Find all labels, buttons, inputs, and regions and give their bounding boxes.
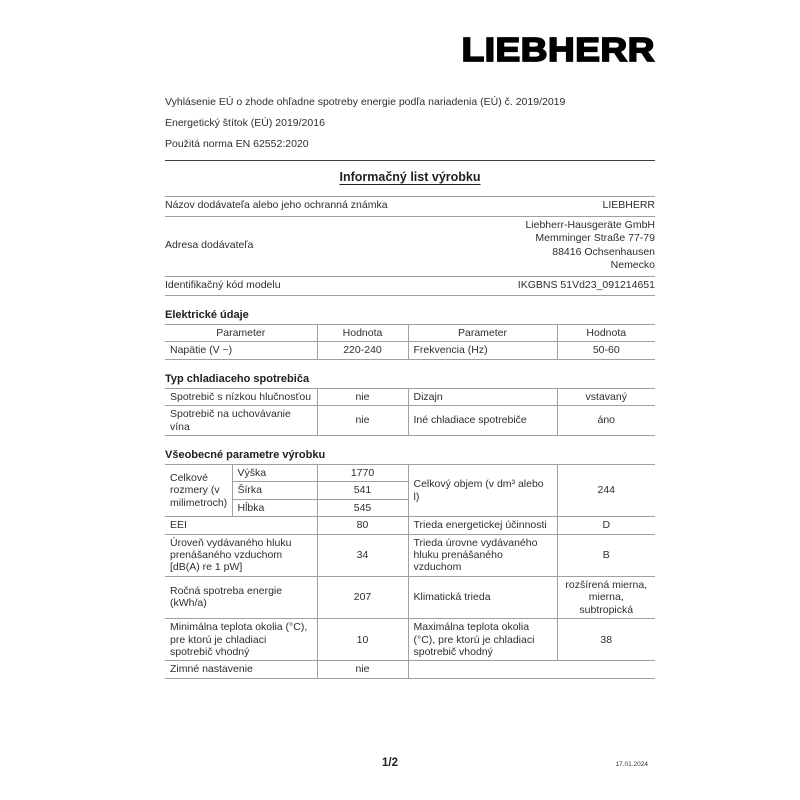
supplier-name-label: Názov dodávateľa alebo jeho ochranná známka [165,197,465,217]
param-label-cell: Frekvencia (Hz) [408,342,557,359]
table-row [165,534,655,576]
table-row [165,388,655,405]
param-value-cell: 207 [317,576,408,618]
intro-line-norm: Použitá norma EN 62552:2020 [165,138,309,150]
param-label-cell: Napätie (V ~) [165,342,317,359]
param-label-cell: Úroveň vydávaného hluku prenášaného vzduchom [dB(A) re 1 pW] [165,534,317,576]
param-value-cell: vstavaný [557,388,655,405]
param-value-cell: D [557,517,655,534]
param-label-cell: Iné chladiace spotrebiče [408,406,557,436]
section-divider [165,160,655,161]
param-value-cell: 38 [557,619,655,661]
param-value-cell: áno [557,406,655,436]
param-value-cell: 10 [317,619,408,661]
table-header-row [165,325,655,342]
volume-label-cell: Celkový objem (v dm³ alebo l) [408,465,557,517]
param-value-cell: nie [317,388,408,405]
liebherr-logo: LIEBHERR [461,31,655,68]
param-label-cell: Spotrebič s nízkou hlučnosťou [165,388,317,405]
dimension-value-cell: 545 [317,499,408,516]
volume-value-cell: 244 [557,465,655,517]
dimension-name-cell: Šírka [232,482,317,499]
table-row [165,406,655,436]
general-table [165,464,655,679]
param-label-cell: EEI [165,517,317,534]
address-line: Liebherr-Hausgeräte GmbH [525,218,655,231]
param-label-cell: Trieda úrovne vydávaného hluku prenášaného vzduchom [408,534,557,576]
param-label-cell: Klimatická trieda [408,576,557,618]
table-row [165,619,655,661]
empty-cell [408,661,655,678]
table-row [165,197,655,217]
section-heading-general: Všeobecné parametre výrobku [165,449,326,462]
column-header: Hodnota [557,325,655,342]
table-row [165,661,655,678]
param-value-cell: 220-240 [317,342,408,359]
dimension-name-cell: Výška [232,465,317,482]
page-title: Informačný list výrobku [339,170,481,184]
param-label-cell: Ročná spotreba energie (kWh/a) [165,576,317,618]
table-row [165,216,655,276]
address-line: Memminger Straße 77-79 [535,232,655,244]
supplier-address-value [465,216,655,276]
param-label-cell: Minimálna teplota okolia (°C), pre ktorú je chladiaci spotrebič vhodný [165,619,317,661]
dimension-name-cell: Hĺbka [232,499,317,516]
param-value-cell: B [557,534,655,576]
column-header: Hodnota [317,325,408,342]
param-label-cell: Trieda energetickej účinnosti [408,517,557,534]
document-content [165,0,655,679]
dimension-label-cell: Celkové rozmery (v milimetroch) [165,465,232,517]
model-code-label: Identifikačný kód modelu [165,276,465,296]
intro-line-regulation: Vyhlásenie EÚ o zhode ohľadne spotreby energie podľa nariadenia (EÚ) č. 2019/2019 [165,96,566,108]
model-code-value: IKGBNS 51Vd23_091214651 [465,276,655,296]
section-heading-type: Typ chladiaceho spotrebiča [165,372,310,385]
section-heading-electrical: Elektrické údaje [165,309,249,321]
address-line: 88416 Ochsenhausen [552,245,655,258]
table-row [165,342,655,359]
type-table [165,388,655,436]
table-row [165,517,655,534]
table-row [165,576,655,618]
param-value-cell: 50-60 [557,342,655,359]
column-header: Parameter [165,325,317,342]
param-label-cell: Zimné nastavenie [165,661,317,678]
param-value-cell: 80 [317,517,408,534]
dimension-value-cell: 1770 [317,465,408,482]
table-row [165,276,655,296]
param-value-cell: nie [317,406,408,436]
footer-date: 17.01.2024 [615,761,648,768]
param-value-cell: 34 [317,534,408,576]
address-line: Nemecko [610,259,655,271]
dimension-value-cell: 541 [317,482,408,499]
intro-line-label: Energetický štítok (EÚ) 2019/2016 [165,117,325,129]
supplier-address-label: Adresa dodávateľa [165,216,465,276]
supplier-name-value: LIEBHERR [465,197,655,217]
param-value-cell: rozšírená mierna, mierna, subtropická [557,576,655,618]
param-label-cell: Maximálna teplota okolia (°C), pre ktorú je chladiaci spotrebič vhodný [408,619,557,661]
supplier-table [165,196,655,296]
electrical-table [165,324,655,360]
param-value-cell: nie [317,661,408,678]
table-row [165,465,655,482]
column-header: Parameter [408,325,557,342]
param-label-cell: Spotrebič na uchovávanie vína [165,406,317,436]
intro-block [165,92,655,155]
param-label-cell: Dizajn [408,388,557,405]
page-number: 1/2 [382,757,398,769]
